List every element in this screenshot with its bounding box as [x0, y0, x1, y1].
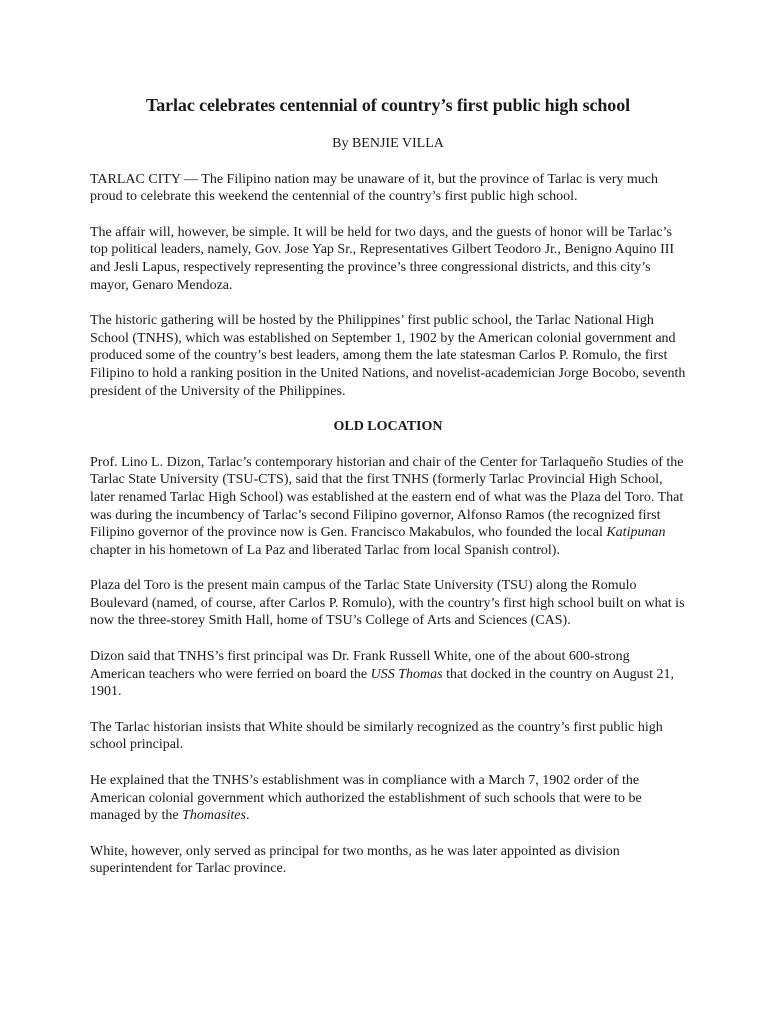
- article-byline: By BENJIE VILLA: [332, 136, 444, 151]
- paragraph-5: Plaza del Toro is the present main campus of the Tarlac State University (TSU) along the Romulo Boulevard (named, of course, after Carlos P. Romulo), with the country’s first high school built on what is now the three-storey Smith Hall, home of TSU’s College of Arts and Sciences (CAS).: [90, 578, 685, 629]
- paragraph-6-text-b: that docked in the country on August 21, 1901.: [90, 666, 674, 700]
- paragraph-6: [90, 648, 686, 701]
- paragraph-6-italic: USS Thomas: [370, 666, 443, 682]
- paragraph-9: White, however, only served as principal for two months, as he was later appointed as division superintendent for Tarlac province.: [90, 843, 620, 877]
- paragraph-8-text-b: .: [245, 808, 250, 824]
- document-page: [90, 90, 686, 878]
- paragraph-4-text-a: Prof. Lino L. Dizon, Tarlac’s contemporary historian and chair of the Center for Tarlaqueño Studies of the Tarlac State University (TSU-CTS), said that the first TNHS (formerly Tarlac Provincial High School, later renamed Tarlac High School) was established at the eastern end of what was the Plaza del Toro. That was during the incumbency of Tarlac’s second Filipino governor, Alfonso Ramos (the recognized first Filipino governor of the province now is Gen. Francisco Makabulos, who founded the local: [90, 454, 684, 541]
- paragraph-7: The Tarlac historian insists that White should be similarly recognized as the country’s first public high school principal.: [90, 719, 663, 753]
- paragraph-8-italic: Thomasites: [182, 808, 246, 824]
- article-title: Tarlac celebrates centennial of country’s first public high school: [145, 95, 631, 115]
- paragraph-4-text-b: chapter in his hometown of La Paz and liberated Tarlac from local Spanish control).: [90, 542, 560, 558]
- paragraph-2: The affair will, however, be simple. It will be held for two days, and the guests of honor will be Tarlac’s top political leaders, namely, Gov. Jose Yap Sr., Representatives Gilbert Teodoro Jr., Benigno Aquino III and Jesli Lapus, respectively representing the province’s three congressional districts, and this city’s mayor, Genaro Mendoza.: [90, 224, 675, 293]
- paragraph-8: [90, 772, 686, 825]
- paragraph-3: The historic gathering will be hosted by the Philippines’ first public school, the Tarlac National High School (TNHS), which was established on September 1, 1902 by the American colonial government and produced some of the country’s best leaders, among them the late statesman Carlos P. Romulo, the first Filipino to hold a ranking position in the United Nations, and novelist-academician Jorge Bocobo, seventh president of the University of the Philippines.: [90, 313, 686, 399]
- paragraph-6-text-a: Dizon said that TNHS’s first principal was Dr. Frank Russell White, one of the about 600-strong American teachers who were ferried on board the: [90, 649, 630, 682]
- paragraph-1: TARLAC CITY — The Filipino nation may be unaware of it, but the province of Tarlac is very much proud to celebrate this weekend the centennial of the country’s first public high school.: [90, 171, 659, 205]
- paragraph-8-text-a: He explained that the TNHS’s establishment was in compliance with a March 7, 1902 order of the American colonial government which authorized the establishment of such schools that were to be managed by the: [90, 773, 642, 824]
- paragraph-4: [90, 454, 686, 560]
- section-heading-old-location: OLD LOCATION: [333, 419, 443, 435]
- paragraph-4-italic: Katipunan: [606, 525, 666, 541]
